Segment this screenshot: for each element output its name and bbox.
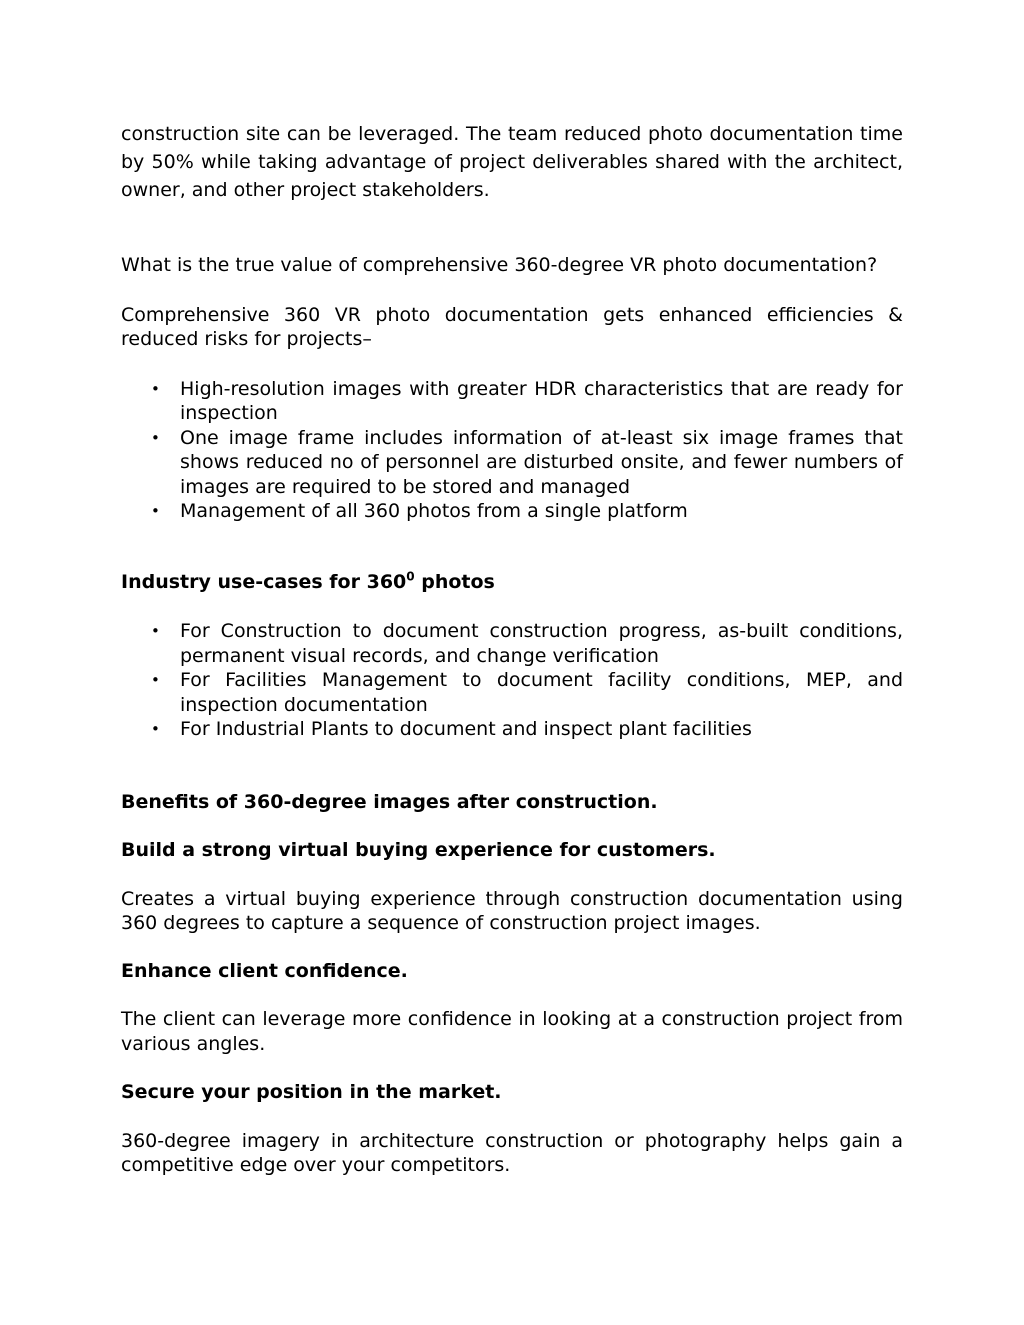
- degree-superscript: 0: [406, 569, 415, 584]
- list-item-text: High-resolution images with greater HDR characteristics that are ready for inspection: [180, 377, 903, 424]
- bullet-icon: •: [151, 720, 160, 738]
- benefits-list: [121, 377, 903, 524]
- list-item: [121, 668, 903, 717]
- list-item-text: For Industrial Plants to document and inspect plant facilities: [180, 718, 752, 740]
- usecases-heading: [121, 570, 903, 595]
- list-item: [121, 717, 903, 742]
- list-item-text: One image frame includes information of at-least six image frames that shows reduced no of personnel are disturbed onsite, and fewer numbers of images are required to be stored and managed: [180, 426, 903, 498]
- bullet-icon: •: [151, 428, 160, 447]
- bullet-icon: •: [151, 379, 160, 398]
- bullet-icon: •: [151, 671, 160, 689]
- section-body-market-position: 360-degree imagery in architecture construction or photography helps gain a competitive edge over your competitors.: [121, 1129, 903, 1176]
- usecases-heading-prefix: Industry use-cases for 360: [121, 570, 407, 593]
- usecases-heading-suffix: photos: [414, 570, 495, 593]
- list-item: [121, 426, 903, 500]
- list-item: [121, 377, 903, 426]
- section-heading-virtual-buying: Build a strong virtual buying experience for customers.: [121, 839, 716, 861]
- section-body-virtual-buying: Creates a virtual buying experience through construction documentation using 360 degrees to capture a sequence of construction project images.: [121, 887, 903, 934]
- section-heading-client-confidence: Enhance client confidence.: [121, 959, 408, 982]
- bullet-icon: •: [151, 502, 160, 520]
- list-item: [121, 499, 903, 524]
- intro-paragraph: construction site can be leveraged. The team reduced photo documentation time by 50% while taking advantage of project deliverables shared with the architect, owner, and other project stakeholders.: [121, 123, 903, 201]
- after-construction-heading: Benefits of 360-degree images after construction.: [121, 790, 658, 813]
- list-item: [121, 619, 903, 668]
- section-body-client-confidence: The client can leverage more confidence in looking at a construction project from various angles.: [121, 1008, 903, 1055]
- list-item-text: Management of all 360 photos from a single platform: [180, 500, 688, 522]
- page-content: [121, 120, 903, 1178]
- question-paragraph: What is the true value of comprehensive 360-degree VR photo documentation?: [121, 254, 878, 276]
- list-item-text: For Facilities Management to document facility conditions, MEP, and inspection documentation: [180, 669, 903, 716]
- bullet-icon: •: [151, 622, 160, 640]
- usecases-list: [121, 619, 903, 742]
- answer-paragraph: Comprehensive 360 VR photo documentation gets enhanced efficiencies & reduced risks for projects–: [121, 303, 903, 350]
- section-heading-market-position: Secure your position in the market.: [121, 1081, 502, 1103]
- list-item-text: For Construction to document construction progress, as-built conditions, permanent visual records, and change verification: [180, 620, 903, 667]
